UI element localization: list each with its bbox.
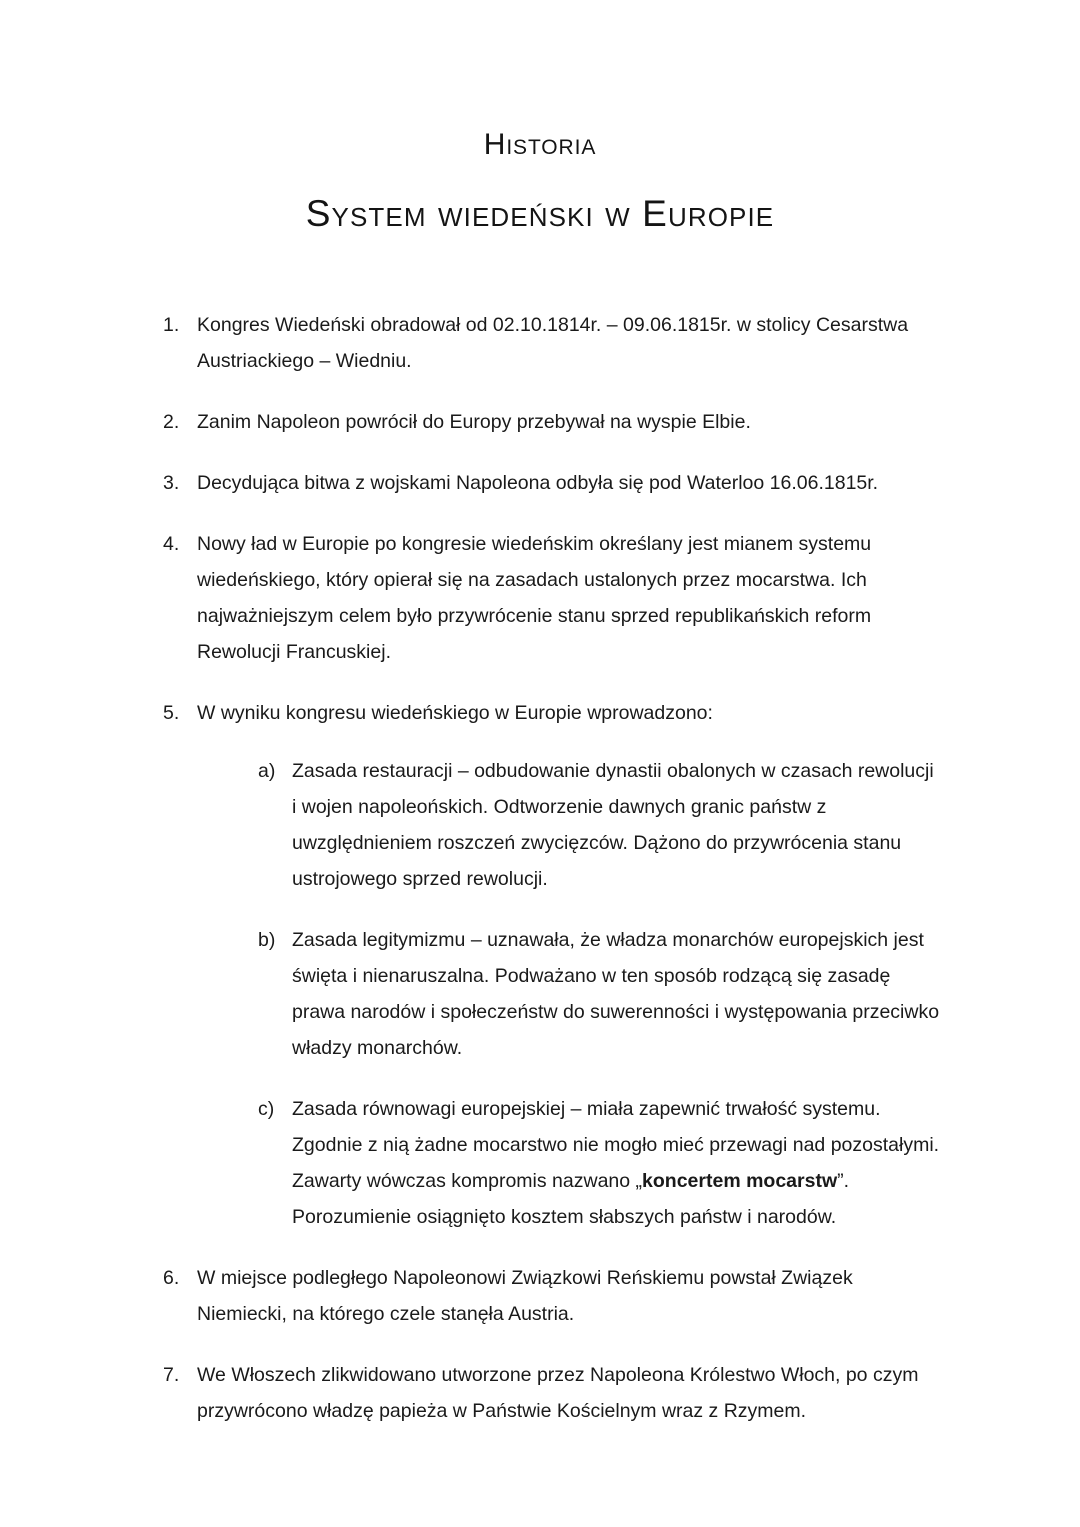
list-item bbox=[163, 1260, 940, 1332]
list-item-marker: 2. bbox=[163, 411, 180, 434]
list-item-text: Decydująca bitwa z wojskami Napoleona odbyła się pod Waterloo 16.06.1815r. bbox=[197, 472, 879, 495]
list-item-text: We Włoszech zlikwidowano utworzone przez Napoleona Królestwo Włoch, po czym przywrócono władzę papieża w Państwie Kościelnym wraz z Rzymem. bbox=[197, 1364, 919, 1423]
list-item bbox=[163, 307, 940, 379]
sub-list-item-marker: c) bbox=[258, 1098, 275, 1121]
page-title: Historia bbox=[483, 128, 597, 161]
list-item bbox=[163, 695, 940, 1235]
sub-list-item-text: Zasada legitymizmu – uznawała, że władza monarchów europejskich jest święta i nienaruszalna. Podważano w ten sposób rodzącą się zasadę prawa narodów i społeczeństw do suwerenności i występowania przeciwko władzy monarchów. bbox=[292, 929, 940, 1060]
sub-list-item-text-lead: Zasada równowagi europejskiej – miała zapewnić trwałość systemu. Zgodnie z nią żadne mocarstwo nie mogło mieć przewagi nad pozostałymi. Zawarty wówczas kompromis nazwano „ bbox=[292, 1098, 940, 1193]
list-item bbox=[163, 465, 940, 501]
list-item-text: W wyniku kongresu wiedeńskiego w Europie wprowadzono: bbox=[197, 702, 713, 725]
sub-list-item-marker: a) bbox=[258, 760, 276, 783]
document-header bbox=[0, 0, 1080, 235]
list-item-marker: 1. bbox=[163, 314, 180, 337]
list-item bbox=[163, 404, 940, 440]
sub-list-item-text: Zasada restauracji – odbudowanie dynastii obalonych w czasach rewolucji i wojen napoleońskich. Odtworzenie dawnych granic państw z uwzględnieniem roszczeń zwycięzców. Dążono do przywrócenia stanu ustrojowego sprzed rewolucji. bbox=[292, 760, 934, 891]
list-item-marker: 4. bbox=[163, 533, 180, 556]
list-item-marker: 5. bbox=[163, 702, 180, 725]
list-item-marker: 3. bbox=[163, 472, 180, 495]
numbered-list bbox=[163, 307, 940, 1429]
list-item bbox=[163, 526, 940, 670]
list-item-marker: 7. bbox=[163, 1364, 180, 1387]
sub-list-item-text bbox=[292, 1091, 940, 1235]
document-body bbox=[0, 307, 1080, 1429]
sub-list-item-text-tail: ”. Porozumienie osiągnięto kosztem słabszych państw i narodów. bbox=[292, 1170, 850, 1229]
sub-list bbox=[197, 753, 940, 1235]
sub-list-item bbox=[258, 922, 940, 1066]
list-item-text: Nowy ład w Europie po kongresie wiedeńskim określany jest mianem systemu wiedeńskiego, który opierał się na zasadach ustalonych przez mocarstwa. Ich najważniejszym celem było przywrócenie stanu sprzed republikańskich reform Rewolucji Francuskiej. bbox=[197, 533, 872, 664]
sub-list-item-marker: b) bbox=[258, 929, 276, 952]
list-item-text: Kongres Wiedeński obradował od 02.10.1814r. – 09.06.1815r. w stolicy Cesarstwa Austriackiego – Wiedniu. bbox=[197, 314, 909, 373]
list-item-text: W miejsce podległego Napoleonowi Związkowi Reńskiemu powstał Związek Niemiecki, na którego czele stanęła Austria. bbox=[197, 1267, 853, 1326]
emphasis-koncert-mocarstw: koncertem mocarstw bbox=[642, 1170, 838, 1193]
list-item-text: Zanim Napoleon powrócił do Europy przebywał na wyspie Elbie. bbox=[197, 411, 751, 434]
sub-list-item bbox=[258, 753, 940, 897]
list-item bbox=[163, 1357, 940, 1429]
page-subtitle: System wiedeński w Europie bbox=[305, 192, 775, 234]
sub-list-item bbox=[258, 1091, 940, 1235]
list-item-marker: 6. bbox=[163, 1267, 180, 1290]
